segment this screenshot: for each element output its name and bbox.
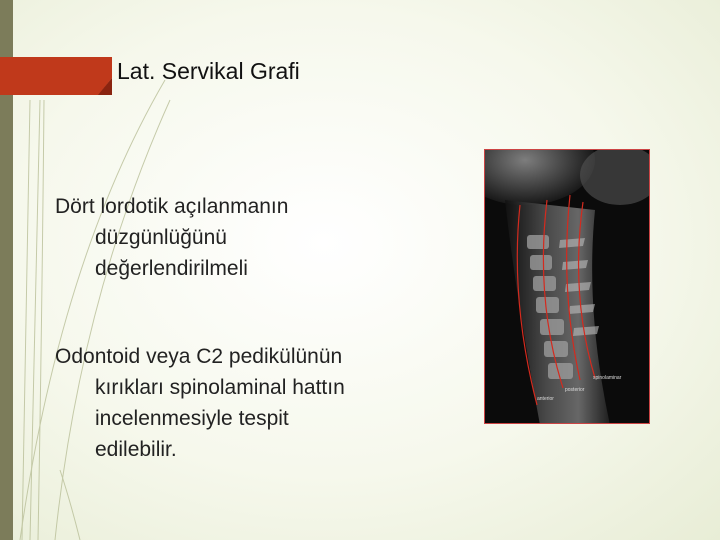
bullet-1-line: değerlendirilmeli [95, 257, 248, 280]
title-tab [0, 57, 112, 95]
bullet-2-line: edilebilir. [95, 438, 177, 461]
bullet-2-line: Odontoid veya C2 pedikülünün [55, 345, 343, 368]
bullet-2-line: kırıkları spinolaminal hattın [95, 376, 345, 399]
cervical-spine-xray [484, 149, 650, 424]
xray-label-spinolaminar: spinolaminar [593, 375, 622, 381]
bullet-1 [55, 191, 288, 284]
bullet-1-line: Dört lordotik açılanmanın [55, 195, 289, 218]
xray-label-posterior: posterior [565, 387, 585, 393]
xray-label-anterior: anterior [537, 396, 554, 402]
bullet-1-line: düzgünlüğünü [95, 226, 227, 249]
bullet-2-line: incelenmesiyle tespit [95, 407, 289, 430]
bullet-2 [55, 341, 345, 465]
page-title: Lat. Servikal Grafi [117, 58, 300, 84]
